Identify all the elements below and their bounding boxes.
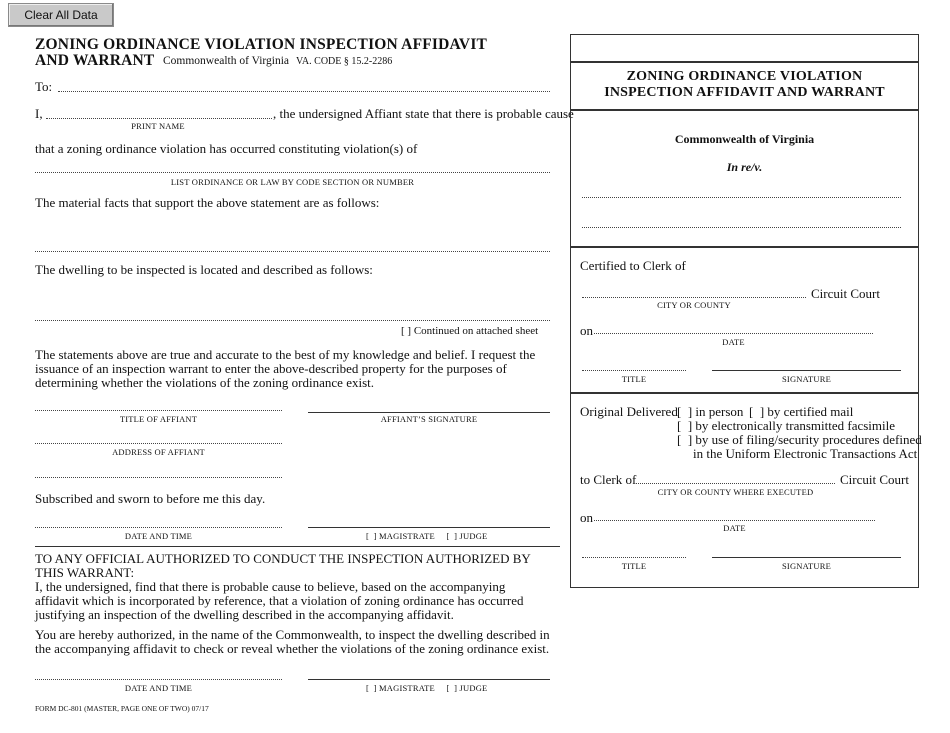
date-time-caption-1: DATE AND TIME [124, 531, 193, 541]
title-of-affiant-caption: TITLE OF AFFIANT [119, 414, 198, 424]
circuit-court-label-1: Circuit Court [811, 286, 880, 301]
title-caption-1: TITLE [621, 374, 647, 384]
address-of-affiant-caption: ADDRESS OF AFFIANT [112, 447, 205, 457]
date-caption-2: DATE [723, 523, 746, 533]
magistrate-judge-checkboxes-1[interactable]: [ ] MAGISTRATE [ ] JUDGE [366, 531, 488, 541]
right-commonwealth: Commonwealth of Virginia [674, 132, 815, 146]
magistrate-judge-checkboxes-2[interactable]: [ ] MAGISTRATE [ ] JUDGE [366, 683, 488, 693]
signature-caption-1: SIGNATURE [781, 374, 832, 384]
signature-caption-2: SIGNATURE [781, 561, 832, 571]
affiant-signature-field[interactable] [308, 412, 550, 413]
address-of-affiant-field-2[interactable] [35, 477, 282, 478]
print-name-caption: PRINT NAME [131, 121, 185, 131]
right-title-line2: INSPECTION AFFIDAVIT AND WARRANT [604, 85, 885, 100]
facts-label: The material facts that support the above statement are as follows: [35, 195, 380, 210]
date-time-field-2[interactable] [35, 679, 282, 680]
on-label-2: on [580, 510, 593, 525]
right-title-box [570, 62, 919, 110]
dwelling-field[interactable] [35, 320, 550, 321]
dwelling-label: The dwelling to be inspected is located and described as follows: [35, 262, 373, 277]
certified-city-field[interactable] [582, 297, 806, 298]
on-label-1: on [580, 323, 593, 338]
certified-title-field[interactable] [582, 370, 686, 371]
facsimile-checkbox[interactable]: [ ] by electronically transmitted facsimile [677, 418, 896, 433]
title-of-affiant-field[interactable] [35, 410, 282, 411]
section-divider [35, 546, 560, 547]
affiant-signature-caption: AFFIANT’S SIGNATURE [380, 414, 478, 424]
commonwealth-label: Commonwealth of Virginia [163, 55, 290, 67]
form-id: FORM DC-801 (MASTER, PAGE ONE OF TWO) 07/17 [35, 704, 209, 713]
certified-signature-field[interactable] [712, 370, 901, 371]
to-clerk-label: to Clerk of [580, 472, 637, 487]
continued-checkbox[interactable]: [ ] Continued on attached sheet [401, 325, 539, 337]
certified-label: Certified to Clerk of [580, 258, 686, 273]
magistrate-signature-field-2[interactable] [308, 679, 550, 680]
delivered-date-field[interactable] [594, 520, 875, 521]
filing-procedures-continued: in the Uniform Electronic Transactions Act [693, 446, 918, 461]
violation-text: that a zoning ordinance violation has occurred constituting violation(s) of [35, 141, 418, 156]
finding-text: I, the undersigned, find that there is probable cause to believe, based on the accompanying affidavit which is incorporated by reference, that a violation of zoning ordinance has occurred justifying an inspection of the dwelling described in the accompanying affidavit. [35, 579, 524, 622]
clear-all-data-button[interactable]: Clear All Data [8, 3, 114, 27]
i-label: I, [35, 106, 43, 121]
city-county-executed-caption: CITY OR COUNTY WHERE EXECUTED [657, 487, 814, 497]
delivered-signature-field[interactable] [712, 557, 901, 558]
facts-field[interactable] [35, 251, 550, 252]
ordinance-field[interactable] [35, 172, 550, 173]
filing-procedures-checkbox[interactable]: [ ] by use of filing/security procedures defined [677, 432, 922, 447]
in-re-field-1[interactable] [582, 197, 901, 198]
form-title-line1: ZONING ORDINANCE VIOLATION INSPECTION AFFIDAVIT [35, 36, 488, 53]
certified-mail-checkbox[interactable]: [ ] by certified mail [749, 404, 854, 419]
in-re-label: In re/v. [726, 160, 763, 174]
city-county-caption: CITY OR COUNTY [657, 300, 731, 310]
original-delivered-label: Original Delivered [580, 404, 678, 419]
affiant-name-field[interactable] [46, 118, 272, 119]
ordinance-caption: LIST ORDINANCE OR LAW BY CODE SECTION OR NUMBER [170, 177, 415, 187]
va-code-label: VA. CODE § 15.2-2286 [296, 56, 393, 67]
address-of-affiant-field[interactable] [35, 443, 282, 444]
date-time-field-1[interactable] [35, 527, 282, 528]
authorized-text: You are hereby authorized, in the name of the Commonwealth, to inspect the dwelling described in the accompanying affidavit to check or reveal whether the violations of the zoning ordinance exist. [35, 627, 550, 656]
official-heading: TO ANY OFFICIAL AUTHORIZED TO CONDUCT THE INSPECTION AUTHORIZED BY THIS WARRANT: [35, 551, 531, 580]
date-caption-1: DATE [722, 337, 745, 347]
to-field[interactable] [58, 91, 550, 92]
sworn-text: Subscribed and sworn to before me this day. [35, 491, 266, 506]
to-label: To: [35, 79, 53, 94]
date-time-caption-2: DATE AND TIME [124, 683, 193, 693]
magistrate-signature-field-1[interactable] [308, 527, 550, 528]
form-title-line2: AND WARRANT [35, 52, 155, 69]
top-blank-box [570, 34, 919, 62]
delivered-title-field[interactable] [582, 557, 686, 558]
executed-city-field[interactable] [636, 483, 835, 484]
title-caption-2: TITLE [621, 561, 647, 571]
in-re-field-2[interactable] [582, 227, 901, 228]
in-person-checkbox[interactable]: [ ] in person [677, 404, 744, 419]
circuit-court-label-2: Circuit Court [840, 472, 909, 487]
right-title-line1: ZONING ORDINANCE VIOLATION [626, 69, 863, 84]
certified-date-field[interactable] [594, 333, 873, 334]
statement-text: The statements above are true and accurate to the best of my knowledge and belief. I request the issuance of an inspection warrant to enter the above-described property for the purposes of determining whether the violations of the zoning ordinance exist. [35, 347, 536, 390]
affiant-statement-text: , the undersigned Affiant state that there is probable cause [273, 106, 574, 121]
